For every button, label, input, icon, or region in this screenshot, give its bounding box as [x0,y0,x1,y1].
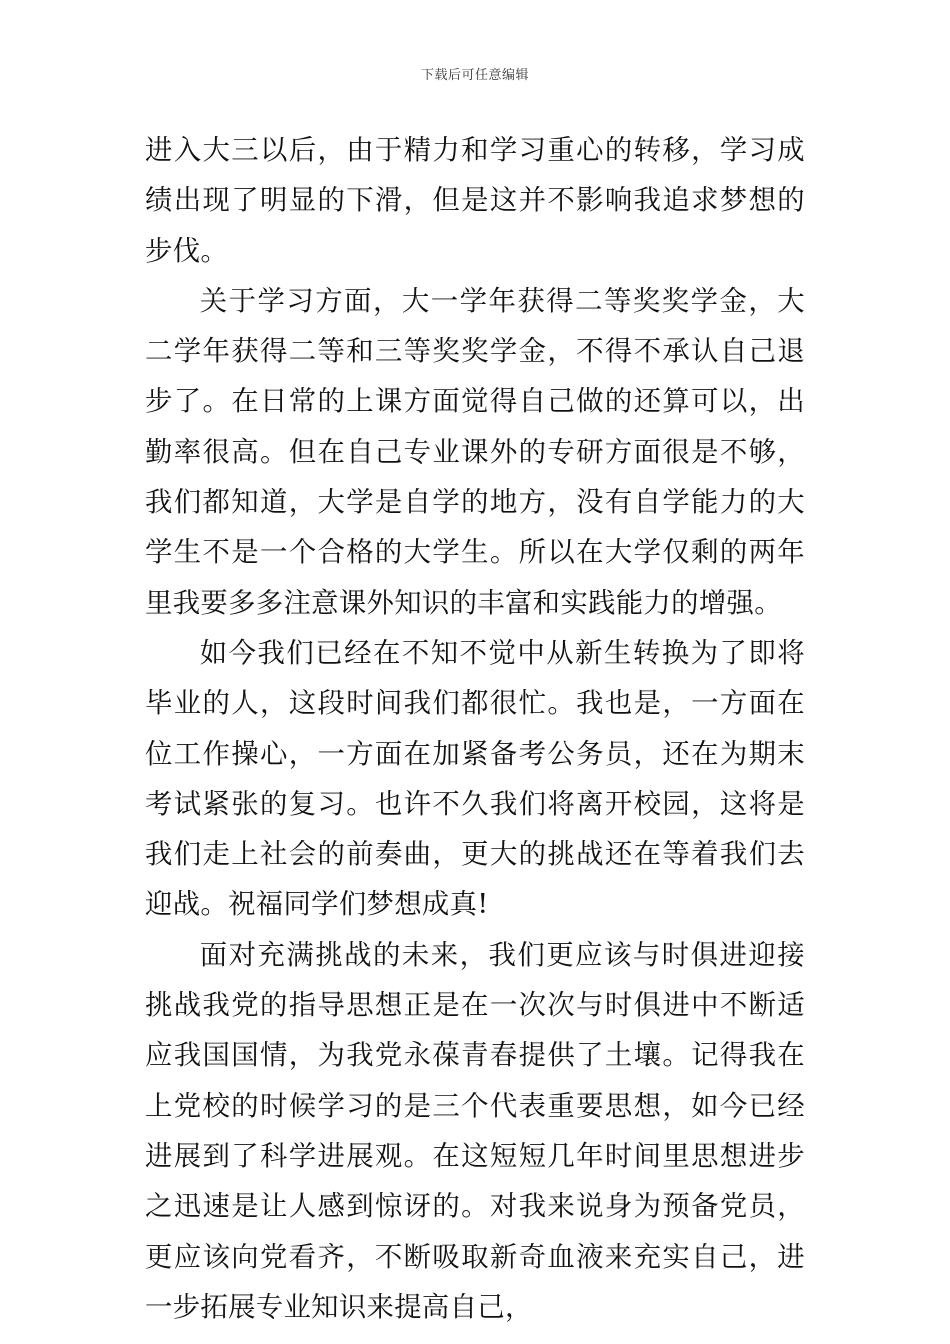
paragraph-1: 进入大三以后，由于精力和学习重心的转移，学习成绩出现了明显的下滑，但是这并不影响我追求梦想的步伐。 [145,135,805,267]
page-header-note: 下载后可任意编辑 [420,68,529,83]
document-body [145,126,805,1333]
paragraph-2: 关于学习方面，大一学年获得二等奖奖学金，大二学年获得二等和三等奖奖学金，不得不承认自己退步了。在日常的上课方面觉得自己做的还算可以，出勤率很高。但在自己专业课外的专研方面很是不够，我们都知道，大学是自学的地方，没有自学能力的大学生不是一个合格的大学生。所以在大学仅剩的两年里我要多多注意课外知识的丰富和实践能力的增强。 [145,285,805,619]
paragraph-4: 面对充满挑战的未来，我们更应该与时俱进迎接挑战我党的指导思想正是在一次次与时俱进中不断适应我国国情，为我党永葆青春提供了土壤。记得我在上党校的时候学习的是三个代表重要思想，如今已经进展到了科学进展观。在这短短几年时间里思想进步之迅速是让人感到惊讶的。对我来说身为预备党员，更应该向党看齐，不断吸取新奇血液来充实自己，进一步拓展专业知识来提高自己， [145,939,805,1323]
paragraph-3: 如今我们已经在不知不觉中从新生转换为了即将毕业的人，这段时间我们都很忙。我也是，一方面在位工作操心，一方面在加紧备考公务员，还在为期末考试紧张的复习。也许不久我们将离开校园，这将是我们走上社会的前奏曲，更大的挑战还在等着我们去迎战。祝福同学们梦想成真! [145,637,805,921]
